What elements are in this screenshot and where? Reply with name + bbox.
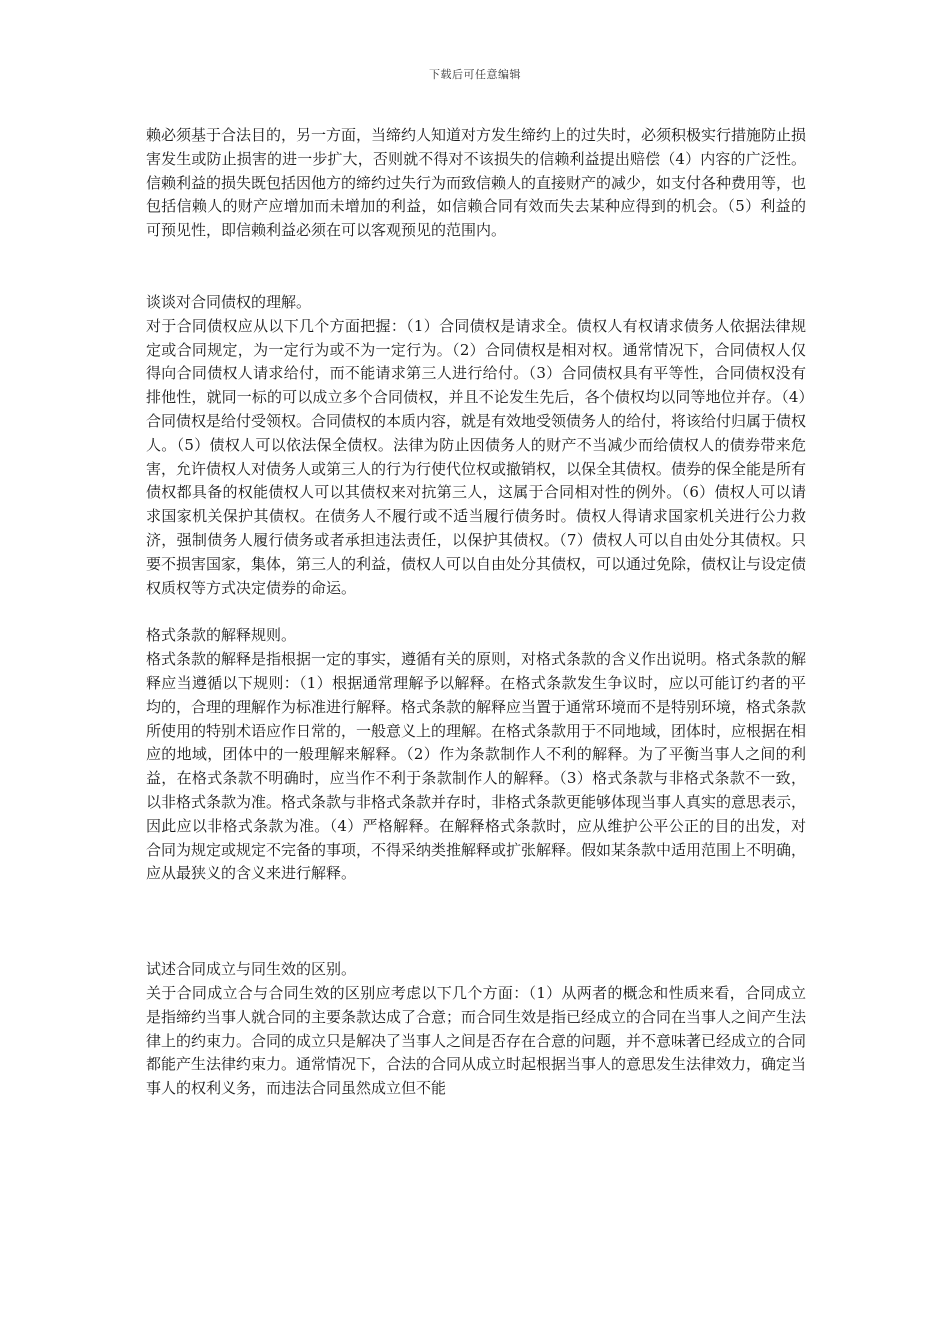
- section-heading-standard-terms: 格式条款的解释规则。: [146, 626, 297, 645]
- spacer: [146, 243, 806, 291]
- spacer: [146, 886, 806, 958]
- spacer: [146, 600, 806, 624]
- paragraph-contract-claim: 对于合同债权应从以下几个方面把握：（1）合同债权是请求全。债权人有权请求债务人依据法律规定或合同规定，为一定行为或不为一定行为。（2）合同债权是相对权。通常情况下，合同债权人仅得向合同债权人请求给付，而不能请求第三人进行给付。（3）合同债权具有平等性，合同债权没有排他性，就同一标的可以成立多个合同债权，并且不论发生先后，各个债权均以同等地位并存。（4）合同债权是给付受领权。合同债权的本质内容，就是有效地受领债务人的给付，将该给付归属于债权人。（5）债权人可以依法保全债权。法律为防止因债务人的财产不当减少而给债权人的债券带来危害，允许债权人对债务人或第三人的行为行使代位权或撤销权，以保全其债权。债券的保全能是所有债权都具备的权能债权人可以其债权来对抗第三人，这属于合同相对性的例外。（6）债权人可以请求国家机关保护其债权。在债务人不履行或不适当履行债务时。债权人得请求国家机关进行公力救济，强制债务人履行债务或者承担违法责任，以保护其债权。（7）债权人可以自由处分其债权。只要不损害国家，集体，第三人的利益，债权人可以自由处分其债权，可以通过免除，债权让与设定债权质权等方式决定债券的命运。: [146, 316, 807, 597]
- page-header: 下载后可任意编辑: [429, 68, 521, 81]
- paragraph-formation-vs-validity: 关于合同成立合与合同生效的区别应考虑以下几个方面：（1）从两者的概念和性质来看，合同成立是指缔约当事人就合同的主要条款达成了合意；而合同生效是指已经成立的合同在当事人之间产生法律上的约束力。合同的成立只是解决了当事人之间是否存在合意的问题，并不意味著已经成立的合同都能产生法律约束力。通常情况下，合法的合同从成立时起根据当事人的意思发生法律效力，确定当事人的权利义务，而违法合同虽然成立但不能: [146, 983, 807, 1098]
- section-heading-formation-vs-validity: 试述合同成立与同生效的区别。: [146, 960, 357, 979]
- paragraph-reliance-interest: 赖必须基于合法目的，另一方面，当缔约人知道对方发生缔约上的过失时，必须积极实行措施防止损害发生或防止损害的进一步扩大，否则就不得对不该损失的信赖利益提出赔偿（4）内容的广泛性。信赖利益的损失既包括因他方的缔约过失行为而致信赖人的直接财产的减少，如支付各种费用等，也包括信赖人的财产应增加而未增加的利益，如信赖合同有效而失去某种应得到的机会。（5）利益的可预见性，即信赖利益必须在可以客观预见的范围内。: [146, 126, 807, 240]
- section-heading-contract-claim: 谈谈对合同债权的理解。: [146, 292, 312, 311]
- document-body: [146, 124, 806, 1101]
- paragraph-standard-terms: 格式条款的解释是指根据一定的事实，遵循有关的原则，对格式条款的含义作出说明。格式条款的解释应当遵循以下规则：（1）根据通常理解予以解释。在格式条款发生争议时，应以可能订约者的平均的，合理的理解作为标准进行解释。格式条款的解释应当置于通常环境而不是特别环境，格式条款所使用的特别术语应作日常的，一般意义上的理解。在格式条款用于不同地域，团体时，应根据在相应的地域，团体中的一般理解来解释。（2）作为条款制作人不利的解释。为了平衡当事人之间的利益，在格式条款不明确时，应当作不利于条款制作人的解释。（3）格式条款与非格式条款不一致，以非格式条款为准。格式条款与非格式条款并存时，非格式条款更能够体现当事人真实的意思表示，因此应以非格式条款为准。（4）严格解释。在解释格式条款时，应从维护公平公正的目的出发，对合同为规定或规定不完备的事项，不得采纳类推解释或扩张解释。假如某条款中适用范围上不明确，应从最狭义的含义来进行解释。: [146, 650, 807, 883]
